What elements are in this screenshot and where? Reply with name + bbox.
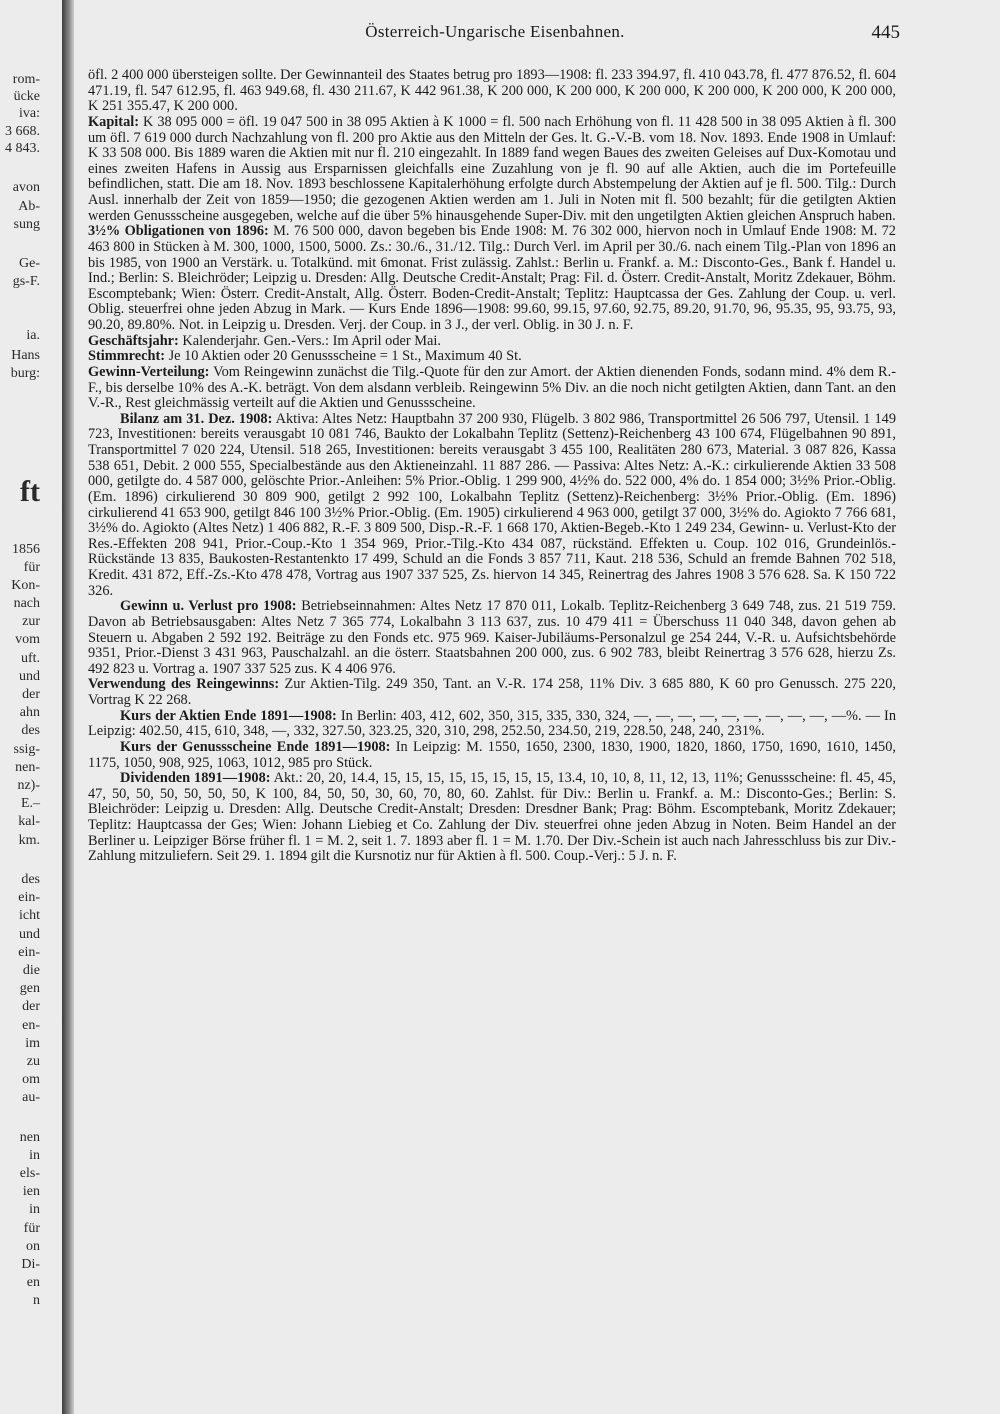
margin-fragment: gen [19, 981, 40, 996]
paragraph-text: In Berlin: 403, 412, 602, 350, 315, 335, 330, 324, —, —, —, —, —, —, —, —, —, —%. — In Leipzig: 402.50, 415, 610, 348, —, 332, 327.50, 323.25, 320, 310, 298, 252.50, 234.50, 219, 228.50, 248, 240, 231%. [88, 707, 896, 740]
paragraph-gewinn-verlust [88, 599, 896, 677]
book-gutter [62, 0, 74, 1414]
margin-fragment: zu [26, 1054, 40, 1069]
margin-fragment: Di- [21, 1257, 40, 1272]
margin-fragment: im [25, 1036, 40, 1051]
margin-fragment: des [21, 723, 40, 738]
section-heading: Geschäftsjahr: [88, 332, 179, 349]
margin-fragment: 3 668. [5, 124, 40, 139]
paragraph-text: K 38 095 000 = öfl. 19 047 500 in 38 095 Aktien à K 1000 = fl. 500 nach Erhöhung von fl. 11 428 500 in 38 095 Aktien à fl. 300 um öfl. 7 619 000 durch Nachzahlung von fl. 200 pro Aktie aus den Mitteln der Ges. lt. G.-V.-B. vom 18. Nov. 1893. Ende 1908 in Umlauf: K 33 508 000. Bis 1889 waren die Aktien mit nur fl. 210 eingezahlt. In 1889 fand wegen Baues des zweiten Geleises auf Dux-Komotau und eines zweiten Hafens in Aussig aus Ersparnissen gleichfalls eine Zuzahlung von je fl. 90 auf alle Aktien, auch die im Portefeuille befindlichen, statt. Die am 18. Nov. 1893 beschlossene Kapitalerhöhung erfolgte durch Abstempelung der Aktien auf je fl. 500. Tilg.: Durch Ausl. innerhalb der Zeit von 1859—1950; die gezogenen Aktien werden am 1. Juli in Noten mit fl. 500 bezahlt; für die getilgten Aktien werden Genussscheine ausgegeben, welche auf die über 5% hinausgehende Super-Div. mit den ungetilgten Aktien gleichen Anspruch haben. [88, 113, 896, 224]
margin-fragment: ft [20, 475, 40, 508]
margin-fragment: E.– [20, 796, 40, 811]
section-heading: Kurs der Genussscheine Ende 1891—1908: [120, 738, 391, 755]
paragraph-gewinn-verteilung [88, 365, 896, 412]
margin-fragment: km. [18, 833, 40, 848]
margin-fragment: des [21, 872, 40, 887]
section-heading: Kapital: [88, 113, 140, 130]
paragraph-text: öfl. 2 400 000 übersteigen sollte. Der Gewinnanteil des Staates betrug pro 1893—1908: fl. 233 394.97, fl. 410 043.78, fl. 477 876.52, fl. 604 471.19, fl. 547 612.95, fl. 463 949.68, fl. 430 211.67, K 442 961.38, K 200 000, K 200 000, K 200 000, K 200 000, K 200 000, K 200 000, K 251 355.47, K 200 000. [88, 67, 896, 115]
paragraph-text: M. 76 500 000, davon begeben bis Ende 1908: M. 76 302 000, hiervon noch in Umlauf Ende 1908: M. 72 463 800 in Stücken à M. 300, 1000, 1500, 5000. Zs.: 30./6., 31./12. Tilg.: Durch Verl. im April per 30./6. nach einem Tilg.-Plan von 1896 an bis 1985, von 1900 an Verstärk. u. Totalkünd. mit 6monat. Frist zulässig. Zahlst.: Berlin u. Frankf. a. M.: Disconto-Ges., Bank f. Handel u. Ind.; Berlin: S. Bleichröder; Leipzig u. Dresden: Allg. Deutsche Credit-Anstalt; Prag: Fil. d. Österr. Credit-Anstalt, Moritz Zdekauer, Böhm. Escomptebank; Wien: Österr. Credit-Anstalt, Allg. Österr. Boden-Credit-Anstalt; Teplitz: Hauptcassa der Ges. Zahlung der Coup. u. verl. Oblig. steuerfrei ohne jeden Abzug in Mark. — Kurs Ende 1896—1908: 99.60, 99.15, 97.60, 92.75, 89.20, 91.70, 96, 95.35, 95, 93.75, 93, 90.20, 89.80%. Not. in Leipzig u. Dresden. Verj. der Coup. in 3 J., der verl. Oblig. in 30 J. n. F. [88, 223, 896, 333]
margin-fragment: kal- [18, 814, 40, 829]
section-heading: Stimmrecht: [88, 348, 166, 365]
margin-fragment: en- [22, 1018, 40, 1033]
margin-fragment: sung [13, 217, 40, 232]
paragraph-kurs-aktien [88, 709, 896, 740]
margin-fragment: gs-F. [12, 274, 40, 289]
margin-fragment: in [29, 1202, 40, 1217]
margin-fragment: 1856 [12, 542, 40, 557]
section-heading: Kurs der Aktien Ende 1891—1908: [120, 707, 337, 724]
margin-fragment: ein- [18, 890, 40, 905]
margin-fragment: ücke [13, 89, 40, 104]
margin-fragment: icht [19, 908, 40, 923]
paragraph-text: Je 10 Aktien oder 20 Genussscheine = 1 St., Maximum 40 St. [165, 348, 522, 365]
margin-fragment: nz)- [17, 778, 40, 793]
paragraph-dividenden [88, 771, 896, 865]
paragraph-geschaeftsjahr [88, 334, 896, 350]
paragraph-text: Kalenderjahr. Gen.-Vers.: Im April oder Mai. [178, 332, 441, 349]
paragraph-verwendung [88, 677, 896, 708]
margin-fragment: für [23, 560, 40, 575]
paragraph-text: Vom Reingewinn zunächst die Tilg.-Quote für den zur Amort. der Aktien dienenden Fonds, sodann mind. 4% dem R.-F., bis derselbe 10% des A.-K. beträgt. Von dem alsdann verbleib. Reingewinn 5% Div. an die noch nicht getilgten Aktien, dann Tant. an den V.-R., Rest gleichmässig verteilt auf die Aktien und Genussscheine. [88, 363, 896, 412]
margin-fragment: iva: [19, 106, 40, 121]
paragraph-text: Betriebseinnahmen: Altes Netz 17 870 011, Lokalb. Teplitz-Reichenberg 3 649 748, zus. 21 519 759. Davon ab Betriebsausgaben: Altes Netz 7 365 774, Lokalbahn 3 113 637, zus. 10 479 411 = Überschuss 11 040 348, davon gehen ab Steuern u. Abgaben 2 592 192. Beiträge zu den Fonds etc. 975 969. Kaiser-Jubiläums-Personalzul ge 254 244, V.-R. u. Aufsichtsbehörde 9351, Prior.-Dienst 3 431 963, Pauschalzahl. an die österr. Staatsbahnen 200 000, zus. 6 902 783, bleibt Reinertrag 3 576 628, hierzu Zs. 492 823 u. Vortrag a. 1907 337 525 zus. K 4 406 976. [88, 598, 896, 677]
margin-fragment: vom [15, 632, 40, 647]
margin-fragment: en [26, 1275, 40, 1290]
page-number: 445 [871, 22, 900, 43]
margin-fragment: nen [19, 1130, 40, 1145]
margin-fragment: Hans [11, 348, 40, 363]
section-heading: Dividenden 1891—1908: [120, 770, 271, 787]
paragraph-stimmrecht [88, 349, 896, 365]
margin-fragment: nach [13, 596, 40, 611]
margin-fragment: au- [22, 1090, 40, 1105]
main-text [88, 68, 896, 865]
section-heading: Gewinn-Verteilung: [88, 363, 210, 380]
margin-fragment: on [26, 1239, 40, 1254]
paragraph-text: Aktiva: Altes Netz: Hauptbahn 37 200 930, Flügelb. 3 802 986, Transportmittel 26 506 797, Utensil. 1 149 723, Investitionen: bereits verausgabt 10 081 746, Baukto der Lokalbahn Teplitz (Settenz)-Reichenberg 43 100 674, Flügelbahnen 90 891, Transportmittel 7 020 224, Utensil. 518 265, Investitionen: bereits verausgabt 3 455 100, Realitäten 280 673, Material. 3 087 826, Kassa 538 651, Debit. 2 000 555, Specialbestände aus den Aktieneinzahl. 11 887 286. — Passiva: Altes Netz: A.-K.: cirkulierende Aktien 33 508 000, getilgte do. 4 587 000, gelöschte Prior.-Anleihen: 5% Prior.-Oblig. 1 299 900, 4½% do. 522 000, 4% do. 1 854 000; 3½% Prior.-Oblig. (Em. 1896) cirkulierend 30 809 900, getilgt 2 992 100, Lokalbahn Teplitz (Settenz)-Reichenberg: 3½% Prior.-Oblig. (Em. 1896) cirkulierend 41 653 900, getilgt 846 100 3½% Prior.-Oblig. (Em. 1905) cirkulierend 4 963 000, getilgt 37 000, 3½% do. Agiokto 7 766 681, 3½% do. Agiokto (Altes Netz) 1 406 882, R.-F. 3 809 500, Disp.-R.-F. 1 668 170, Aktien-Begeb.-Kto 1 249 234, Gewinn- u. Verlust-Kto der Res.-Effekten 208 941, Prior.-Coup.-Kto 1 354 969, Prior.-Tilg.-Kto 434 087, rückständ. Effekten u. Coup. 102 016, Grundeinlös.-Rückstände 13 835, Baukosten-Restantenkto 17 499, Schuld an die Fonds 3 857 711, Kaut. 218 536, Schuld an fremde Bahnen 702 518, Kredit. 431 872, Eff.-Zs.-Kto 478 478, Vortrag aus 1907 337 525, Zs. hiervon 14 345, Reinertrag des Jahres 1908 3 576 628. Sa. K 150 722 326. [88, 410, 897, 599]
margin-fragment: els- [19, 1166, 40, 1181]
margin-fragment: nen- [15, 760, 40, 775]
paragraph-kurs-genussscheine [88, 740, 896, 771]
running-title: Österreich-Ungarische Eisenbahnen. [365, 22, 625, 41]
paragraph-kapital [88, 115, 896, 224]
paragraph-obligationen [88, 224, 896, 333]
margin-fragment: ssig- [13, 742, 40, 757]
margin-fragment: und [19, 927, 40, 942]
margin-fragment: ein- [18, 945, 40, 960]
section-heading: Bilanz am 31. Dez. 1908: [120, 410, 273, 427]
margin-fragment: Ge- [19, 256, 40, 271]
margin-fragment: uft. [20, 651, 40, 666]
margin-fragment: der [22, 687, 40, 702]
margin-fragment: Ab- [18, 199, 40, 214]
paragraph-gewinnanteil [88, 68, 896, 115]
margin-fragment: ahn [19, 705, 40, 720]
paragraph-text: In Leipzig: M. 1550, 1650, 2300, 1830, 1900, 1820, 1860, 1750, 1690, 1610, 1450, 1175, 1050, 908, 925, 1063, 1012, 985 pro Stück. [88, 738, 896, 771]
section-heading: Gewinn u. Verlust pro 1908: [120, 598, 297, 615]
section-heading: Verwendung des Reingewinns: [88, 676, 280, 693]
margin-fragment: burg: [10, 366, 40, 381]
margin-fragment: die [22, 963, 40, 978]
margin-fragment: in [29, 1148, 40, 1163]
margin-fragment: avon [12, 180, 40, 195]
paragraph-text: Zur Aktien-Tilg. 249 350, Tant. an V.-R. 174 258, 11% Div. 3 685 880, K 60 pro Genussch. 275 220, Vortrag K 22 268. [88, 676, 896, 708]
margin-fragment: n [33, 1293, 40, 1308]
margin-fragment: und [19, 669, 40, 684]
margin-fragment: rom- [12, 72, 40, 87]
margin-fragment: ia. [26, 328, 40, 343]
margin-fragment: zur [22, 614, 40, 629]
margin-fragment: om [22, 1072, 40, 1087]
margin-fragment: der [22, 999, 40, 1014]
margin-fragment: 4 843. [5, 141, 40, 156]
section-heading: 3½% Obligationen von 1896: [88, 223, 269, 240]
paragraph-text: Akt.: 20, 20, 14.4, 15, 15, 15, 15, 15, 15, 15, 15, 13.4, 10, 10, 8, 11, 12, 13, 11%; Genussscheine: fl. 45, 45, 47, 50, 50, 50, 50, 50, 50, K 100, 84, 50, 50, 30, 60, 70, 80, 60. Zahlst. für Div.: Berlin u. Frankf. a. M.: Disconto-Ges.; Berlin: S. Bleichröder: Leipzig u. Dresden: Allg. Deutsche Credit-Anstalt; Dresden: Dresdner Bank; Prag: Böhm. Escomptebank, Moritz Zdekauer; Teplitz: Hauptcassa der Ges; Wien: Johann Liebieg et Co. Zahlung der Div. steuerfrei ohne jeden Abzug in Noten. Beim Handel an der Berliner u. Leipziger Börse früher fl. 1 = M. 2, seit 1. 7. 1893 aber fl. 1 = M. 1.70. Der Div.-Schein ist auch nach Jahresschluss bis zur Div.-Zahlung mitzuliefern. Seit 29. 1. 1894 gilt die Kursnotiz nur für Aktien à fl. 500. Coup.-Verj.: 5 J. n. F. [88, 770, 896, 865]
margin-fragment: für [23, 1221, 40, 1236]
facing-page-margin [0, 0, 62, 1414]
paragraph-bilanz [88, 412, 896, 600]
margin-fragment: ien [22, 1184, 40, 1199]
margin-fragment: Kon- [11, 578, 40, 593]
running-head [90, 22, 900, 46]
